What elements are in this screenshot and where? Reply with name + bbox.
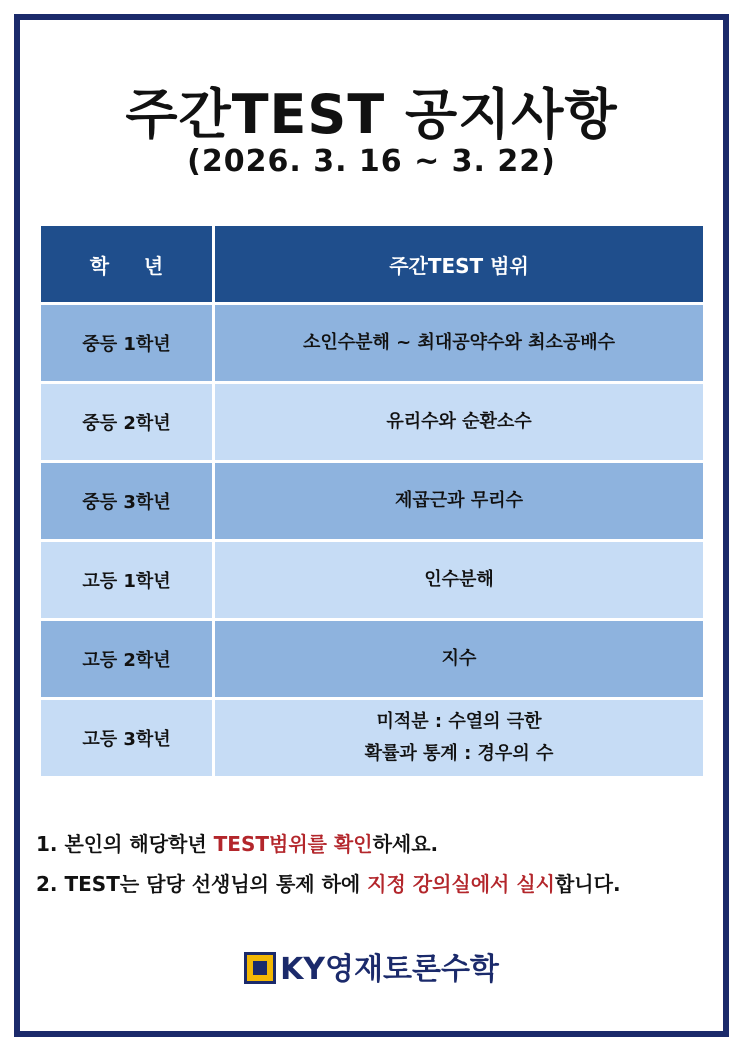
table-row <box>40 620 705 699</box>
table-row <box>40 304 705 383</box>
table-row <box>40 462 705 541</box>
range-cell <box>214 541 705 620</box>
page-title: 주간TEST 공지사항 <box>125 83 618 146</box>
range-text: 제곱근과 무리수 <box>395 490 523 511</box>
grade-cell: 고등 1학년 <box>40 541 214 620</box>
range-cell <box>214 699 705 778</box>
notice-list <box>36 824 716 904</box>
table-header-row <box>40 225 705 304</box>
table-row <box>40 541 705 620</box>
notice-number: 2. <box>36 872 58 896</box>
range-cell <box>214 620 705 699</box>
table-row <box>40 383 705 462</box>
range-text: 미적분 : 수열의 극한 <box>376 711 542 732</box>
test-period: (2026. 3. 16 ~ 3. 22) <box>187 144 556 179</box>
range-text: 소인수분해 ~ 최대공약수와 최소공배수 <box>302 332 616 353</box>
academy-logo <box>0 944 743 988</box>
grade-cell: 고등 2학년 <box>40 620 214 699</box>
test-range-table <box>38 223 706 779</box>
notice-text-end: 합니다. <box>554 872 621 896</box>
notice-highlight: 지정 강의실에서 실시 <box>367 872 555 896</box>
range-cell <box>214 462 705 541</box>
notice-text-end: 하세요. <box>372 832 439 856</box>
grade-cell: 중등 2학년 <box>40 383 214 462</box>
notice-item <box>36 864 716 904</box>
ky-logo-icon <box>244 952 276 984</box>
table-row <box>40 699 705 778</box>
notice-item <box>36 824 716 864</box>
academy-name: KY영재토론수학 <box>280 952 499 987</box>
notice-text: 본인의 해당학년 <box>64 832 214 856</box>
range-text: 확률과 통계 : 경우의 수 <box>364 743 554 764</box>
header-grade: 학 년 <box>40 225 214 304</box>
grade-cell: 고등 3학년 <box>40 699 214 778</box>
range-cell <box>214 383 705 462</box>
notice-number: 1. <box>36 832 58 856</box>
range-text: 지수 <box>441 648 477 669</box>
grade-cell: 중등 1학년 <box>40 304 214 383</box>
header-range: 주간TEST 범위 <box>214 225 705 304</box>
notice-highlight: TEST범위를 확인 <box>213 832 373 856</box>
range-text: 인수분해 <box>424 569 494 590</box>
grade-cell: 중등 3학년 <box>40 462 214 541</box>
notice-text: TEST는 담당 선생님의 통제 하에 <box>64 872 368 896</box>
range-cell <box>214 304 705 383</box>
range-text: 유리수와 순환소수 <box>386 411 532 432</box>
